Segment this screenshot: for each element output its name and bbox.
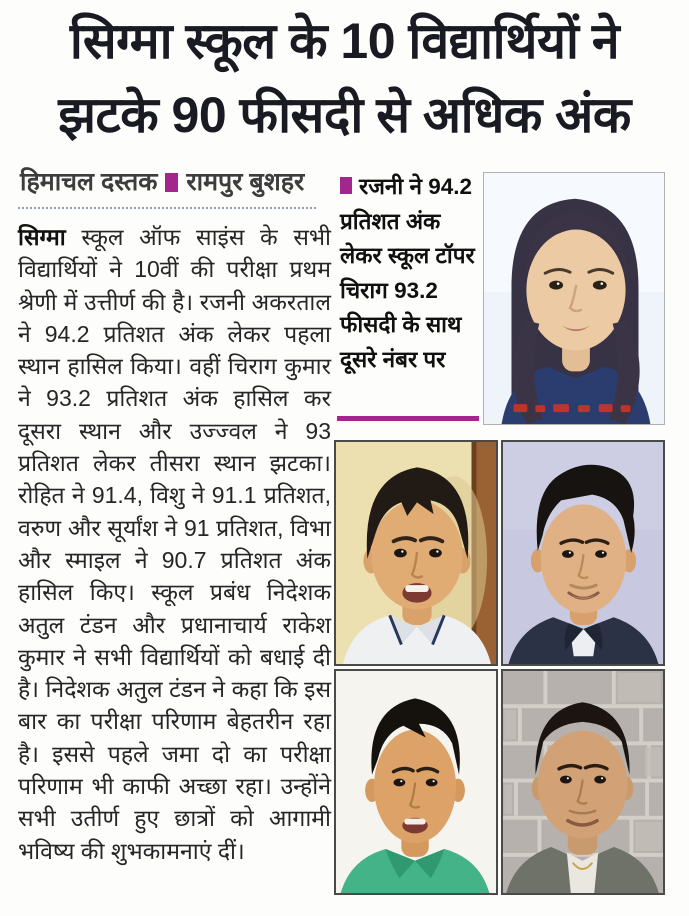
article-lead-word: सिग्मा bbox=[18, 224, 66, 250]
byline-separator-square-icon bbox=[165, 173, 178, 192]
photo-student-2 bbox=[501, 440, 665, 666]
photo-student-4 bbox=[501, 669, 665, 895]
photo-caption-text: रजनी ने 94.2 प्रतिशत अंक लेकर स्कूल टॉपर चिराग 93.2 फीसदी के साथ दूसरे नंबर पर bbox=[340, 174, 475, 372]
byline-source: हिमाचल दस्तक bbox=[20, 168, 158, 196]
student-photo-grid bbox=[334, 440, 665, 895]
photo-student-1 bbox=[334, 440, 498, 666]
article-body bbox=[18, 221, 331, 867]
portrait-girl-illustration bbox=[484, 173, 664, 424]
portrait-boy4-illustration bbox=[503, 671, 663, 893]
portrait-boy3-illustration bbox=[336, 671, 496, 893]
portrait-boy2-illustration bbox=[503, 442, 663, 664]
byline-divider bbox=[18, 207, 316, 209]
headline-line1: सिग्मा स्कूल के 10 विद्यार्थियों ने bbox=[69, 13, 620, 69]
photo-topper-girl bbox=[483, 172, 665, 425]
headline bbox=[0, 4, 689, 152]
photo-caption bbox=[340, 170, 481, 378]
byline-location: रामपुर बुशहर bbox=[186, 168, 305, 196]
caption-underline-rule bbox=[337, 416, 479, 421]
headline-line2: झटके 90 फीसदी से अधिक अंक bbox=[58, 87, 631, 143]
caption-bullet-square-icon bbox=[340, 177, 352, 194]
byline bbox=[20, 164, 304, 198]
photo-student-3 bbox=[334, 669, 498, 895]
portrait-boy1-illustration bbox=[336, 442, 496, 664]
article-body-text: स्कूल ऑफ साइंस के सभी विद्यार्थियों ने 10वीं की परीक्षा प्रथम श्रेणी में उत्तीर्ण की है। रजनी अकरताल ने 94.2 प्रतिशत अंक लेकर पहला स्थान हासिल किया। वहीं चिराग कुमार ने 93.2 प्रतिशत अंक हासिल कर दूसरा स्थान और उज्ज्वल ने 93 प्रतिशत लेकर तीसरा स्थान झटका। रोहित ने 91.4, विशु ने 91.1 प्रतिशत, वरुण और सूर्यांश ने 91 प्रतिशत, विभा और स्माइल ने 90.7 प्रतिशत अंक हासिल किए। स्कूल प्रबंध निदेशक अतुल टंडन और प्रधानाचार्य राकेश कुमार ने सभी विद्यार्थियों को बधाई दी है। निदेशक अतुल टंडन ने कहा कि इस बार का परीक्षा परिणाम बेहतरीन रहा है। इससे पहले जमा दो का परीक्षा परिणाम भी काफी अच्छा रहा। उन्होंने सभी उतीर्ण हुए छात्रों को आगामी भविष्य की शुभकामनाएं दीं। bbox=[18, 224, 331, 864]
